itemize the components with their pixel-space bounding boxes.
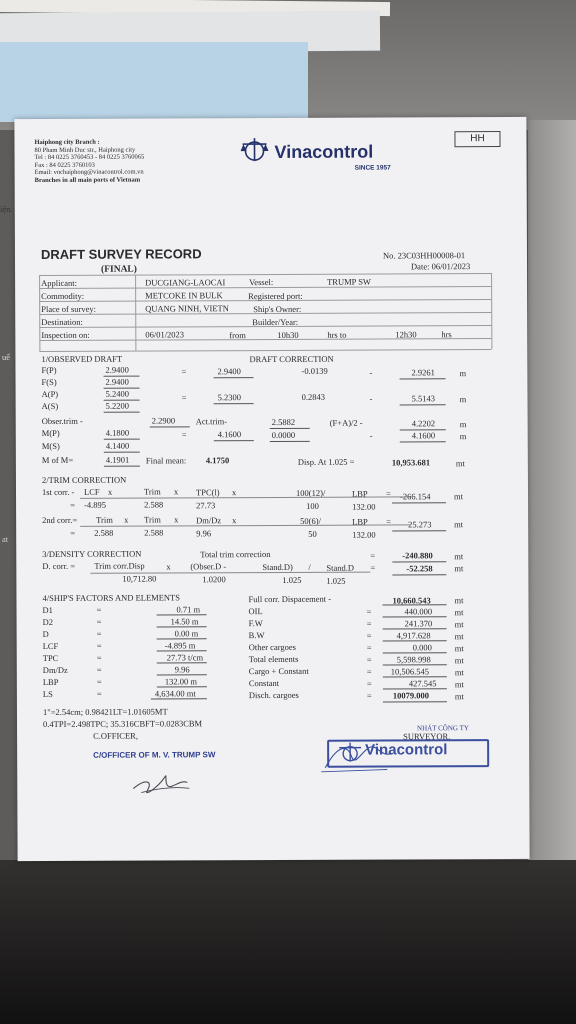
first-corr-label: 1st corr. - [41,486,75,498]
fp-dash: - [369,367,373,378]
underline [400,378,446,379]
element-unit: mt [454,655,464,666]
underline [214,440,254,441]
final-mean-label: Final mean: [145,455,187,466]
trim-term: Dm/Dz [196,515,222,526]
element-value: 10079.000 [392,690,430,701]
d-corr-term: Stand.D [326,562,354,573]
fs-value: 2.9400 [105,376,129,387]
factor-eq: = [96,688,102,699]
ap-correction: 0.2843 [301,391,325,402]
element-label: Full corr. Dispacement - [248,593,332,605]
applicant-label: Applicant: [41,277,78,289]
factor-eq: = [96,664,102,675]
logo-since: SINCE 1957 [354,164,391,172]
stamp-caption: NHÁT CÔNG TY [417,724,469,733]
trim-term: x [173,486,179,497]
fp-unit: m [459,368,467,379]
trim-value: 50 [308,528,317,539]
total-trim-label: Total trim correction [200,549,271,560]
trim-term: 100(12)/ [295,487,326,498]
mp-eq: = [181,429,187,440]
underline [157,638,207,639]
underline [383,688,447,689]
vessel-value: TRUMP SW [327,276,371,287]
first-corr-result: -266.154 [400,491,431,502]
trim-term: = [385,488,391,499]
element-eq: = [366,690,372,701]
d-corr-value: 10,712.80 [122,573,157,584]
trim-value: 2.588 [94,527,114,538]
underline [270,428,310,429]
underline [104,452,140,453]
d-corr-value: -52.258 [406,563,433,574]
d-corr-term: Stand.D) [262,561,293,573]
factor-eq: = [96,604,102,615]
element-value: 241.370 [404,618,433,629]
element-eq: = [366,642,372,653]
d-corr-value: 1.0200 [202,574,226,585]
trim-term: x [231,487,237,498]
builder-label: Builder/Year: [252,316,299,328]
inspection-date: 06/01/2023 [145,329,185,340]
ap-value: 5.2400 [105,388,129,399]
document-page [14,117,529,861]
fp-result: 2.9261 [411,367,435,378]
underline [104,400,140,401]
ap-mean: 5.2300 [217,392,241,403]
record-date: Date: 06/01/2023 [411,261,471,272]
trim-value: 132.00 [352,529,376,540]
element-eq: = [366,678,372,689]
trim-term: x [107,486,113,497]
branch-fax: Fax : 84 0225 3760103 [34,161,95,169]
factors-title: 4/SHIP'S FACTORS AND ELEMENTS [42,592,180,604]
fa2-value: 4.2202 [411,418,436,429]
element-unit: mt [454,667,464,678]
commodity-label: Commodity: [41,290,85,302]
disp-label: Disp. At 1.025 = [297,456,355,467]
element-value: 10,660.543 [392,595,431,606]
trim-term: LBP [351,488,368,499]
element-value: 440.000 [404,606,433,617]
table-rule [135,275,136,351]
fp-correction: -0.0139 [301,365,328,376]
branch-address: 80 Pham Minh Duc str., Haiphong city [34,146,136,154]
total-trim-value: -240.880 [402,550,433,561]
underline [104,376,140,377]
ap-result: 5.5143 [411,393,436,404]
d-corr-unit: mt [454,563,464,574]
vessel-label: Vessel: [249,276,274,288]
ap-eq: = [181,392,187,403]
fs-label: F(S) [41,376,57,388]
conversion-note: 0.4TPI=2.498TPC; 35.316CBFT=0.0283CBM [43,718,203,730]
element-label: F.W [248,618,263,629]
factor-label: D2 [42,616,53,628]
trim-value: 27.73 [196,500,216,511]
trim-term: LCF [83,486,100,497]
underline [214,377,254,378]
d-corr-value: 1.025 [282,574,302,585]
fa2-label: (F+A)/2 - [329,417,363,428]
trim-value: = [70,499,75,510]
registered-port-label: Registered port: [248,290,303,302]
officer-signature [127,758,207,798]
underline [151,698,207,699]
surveyor-label: SURVEYOR, [403,731,451,742]
place-label: Place of survey: [41,303,96,315]
factor-label: D [42,628,49,640]
factor-eq: = [96,652,102,663]
branch-email: Email: vnchaiphong@vinacontrol.com.vn [34,168,144,177]
factor-label: LBP [42,676,59,688]
observed-draft-title: 1/OBSERVED DRAFT [41,353,123,365]
total-trim-eq: = [370,550,376,561]
branch-ports: Branches in all main ports of Vietnam [34,176,141,185]
fp-value: 2.9400 [105,364,129,375]
underline [104,466,140,467]
underline [104,388,140,389]
fp-eq: = [181,366,187,377]
act-trim-label: Act.trim- [195,416,228,427]
element-unit: mt [454,595,464,606]
hrs-to-label: hrs to [327,329,347,340]
underline [383,676,447,677]
underline [392,561,446,562]
obser-trim-label: Obser.trim - [41,415,83,427]
officer-stamp: C/OFFICER OF M. V. TRUMP SW [93,750,216,760]
density-title: 3/DENSITY CORRECTION [42,548,142,560]
applicant-value: DUCGIANG-LAOCAI [145,277,226,288]
disp-unit: mt [455,458,465,469]
factor-value: 27.73 t/cm [166,652,204,663]
factor-value: 0.71 m [176,604,201,615]
scale-logo-icon [240,136,268,164]
element-value: 5,598.998 [396,654,431,665]
element-label: Cargo + Constant [248,665,309,677]
element-unit: mt [454,643,464,654]
factor-label: LCF [42,640,59,652]
trim-term: x [174,514,179,525]
factor-eq: = [96,616,102,627]
element-label: Disch. cargoes [248,689,299,701]
trim-term: x [232,515,237,526]
element-eq: = [366,666,372,677]
disp-value: 10,953.681 [391,457,431,468]
element-eq: = [366,654,372,665]
trim-value: 9.96 [196,528,212,539]
record-number: No. 23C03HH00008-01 [382,250,466,261]
underline [392,574,446,575]
underline [383,701,447,702]
underline [157,626,207,627]
ap-dash: - [369,393,373,404]
trim-term: 50(6)/ [300,515,321,526]
first-corr-unit: mt [454,491,464,502]
factor-label: TPC [42,652,59,664]
underline [157,650,207,651]
from-value: 10h30 [277,329,299,340]
mp-value: 4.1800 [105,427,130,438]
trim-term: Trim [144,514,161,525]
hrs-label: hrs [441,329,452,340]
branch-tel: Tel : 84 0225 3760453 - 84 0225 3760065 [34,153,145,162]
underline [383,664,447,665]
trim-term: TPC(l) [195,487,220,498]
table-rule [39,338,491,341]
act-trim-value: 2.5882 [271,416,296,428]
document-subtitle: (FINAL) [101,264,137,275]
underline [383,604,447,605]
background-right [528,120,576,880]
trim-term: LBP [352,516,368,527]
table-rule [39,349,491,352]
inspection-label: Inspection on: [41,329,90,341]
underline [400,404,446,405]
underline [104,439,140,440]
background-blue-paper [0,42,308,122]
underline [150,426,190,427]
mp-label: M(P) [41,427,60,439]
trim-term: x [124,514,129,525]
edge-text: at [2,534,9,544]
underline [392,502,446,503]
fp-mean: 2.9400 [217,366,241,377]
underline [383,652,447,653]
element-unit: mt [454,691,464,702]
underline [400,429,446,430]
as-label: A(S) [41,400,59,412]
trim-value: 2.588 [144,499,164,510]
trim-term: Trim [96,514,113,525]
factor-label: LS [42,688,53,700]
logo-text: Vinacontrol [274,141,374,162]
document-title: DRAFT SURVEY RECORD [40,246,202,263]
underline [383,628,447,629]
element-unit: mt [454,679,464,690]
d-corr-term: / [308,561,311,572]
underline [270,441,310,442]
element-unit: mt [454,631,464,642]
element-label: B.W [248,630,265,641]
officer-label: C.OFFICER, [93,730,138,741]
mp-dash: - [369,430,373,441]
edge-text: uế [2,352,11,362]
d-corr-term: = [370,562,376,573]
d-corr-term: x [166,561,171,572]
background-bottom [0,860,576,1024]
hh-box: HH [454,131,500,147]
second-corr-unit: mt [454,519,464,530]
element-eq: = [366,630,372,641]
second-corr-label: 2nd corr.= [42,514,78,526]
destination-label: Destination: [41,316,83,328]
element-eq: = [366,618,372,629]
d-corr-term: (Obser.D - [190,561,227,572]
branch-name: Haiphong city Branch : [34,138,100,147]
element-value: 10,506.545 [390,666,430,677]
factor-eq: = [96,628,102,639]
fa2-unit: m [459,419,467,430]
element-label: Constant [248,677,280,689]
factor-value: -4.895 m [164,640,196,651]
element-label: Total elements [248,653,299,665]
mofm-label: M of M= [41,454,74,466]
ap-unit: m [459,394,467,405]
total-trim-unit: mt [454,551,464,562]
mp-unit: m [459,431,467,442]
underline [392,530,446,531]
surveyor-signature [317,737,407,777]
trim-term: Trim [143,486,161,497]
d-corr-term: Trim corr.Disp [94,560,145,571]
underline [104,412,140,413]
element-value: 4,917.628 [396,630,431,641]
from-label: from [229,330,246,341]
branch-info [34,139,144,185]
underline [157,674,207,675]
mofm-value: 4.1901 [105,454,130,465]
underline [157,614,207,615]
ap-label: A(P) [41,388,59,400]
factor-label: Dm/Dz [42,664,68,676]
conversion-note: 1"=2.54cm; 0.98421LT=1.01605MT [42,706,168,718]
element-unit: mt [454,619,464,630]
factor-value: 9.96 [174,664,190,675]
fp-label: F(P) [41,364,57,376]
factor-value: 132.00 m [164,676,197,687]
as-value: 5.2200 [105,400,130,411]
trim-value: 132.00 [352,501,376,512]
element-label: Other cargoes [248,641,296,653]
underline [90,572,370,574]
owner-label: Ship's Owner: [253,303,302,315]
mp-correction: 0.0000 [271,429,296,441]
element-value: 0.000 [412,642,432,653]
trim-value: 2.588 [144,527,164,538]
element-value: 427.545 [408,678,437,689]
underline [214,403,254,404]
factor-value: 4,634.00 mt [154,688,196,699]
underline [383,640,447,641]
factor-value: 0.00 m [174,628,199,639]
obser-trim-value: 2.2900 [151,415,176,426]
trim-title: 2/TRIM CORRECTION [41,474,127,486]
factor-value: 14.50 m [170,616,199,627]
to-value: 12h30 [395,329,417,340]
factor-label: D1 [42,604,53,616]
underline [157,662,207,663]
table-rule [491,273,492,349]
draft-correction-title: DRAFT CORRECTION [249,353,334,365]
mp-result: 4.1600 [411,430,436,441]
underline [157,686,207,687]
commodity-value: METCOKE IN BULK [145,290,223,301]
stamp-text: Vinacontrol [365,741,448,759]
second-corr-result: 25.273 [408,519,432,530]
d-corr-label: D. corr. = [42,560,76,572]
element-label: OIL [248,606,263,617]
trim-value: 100 [306,500,319,511]
place-value: QUANG NINH, VIETN [145,303,229,314]
ms-value: 4.1400 [105,440,130,451]
underline [400,441,446,442]
element-eq: = [366,606,372,617]
element-unit: mt [454,607,464,618]
d-corr-value: 1.025 [326,575,346,586]
factor-eq: = [96,640,102,651]
ms-label: M(S) [41,440,60,452]
final-mean-value: 4.1750 [205,455,230,466]
edge-text: iện. [0,204,13,214]
underline [383,616,447,617]
mp-mean: 4.1600 [217,429,242,440]
trim-value: = [70,527,76,538]
trim-value: -4.895 [84,499,107,510]
trim-term: = [386,516,391,527]
factor-eq: = [96,676,102,687]
